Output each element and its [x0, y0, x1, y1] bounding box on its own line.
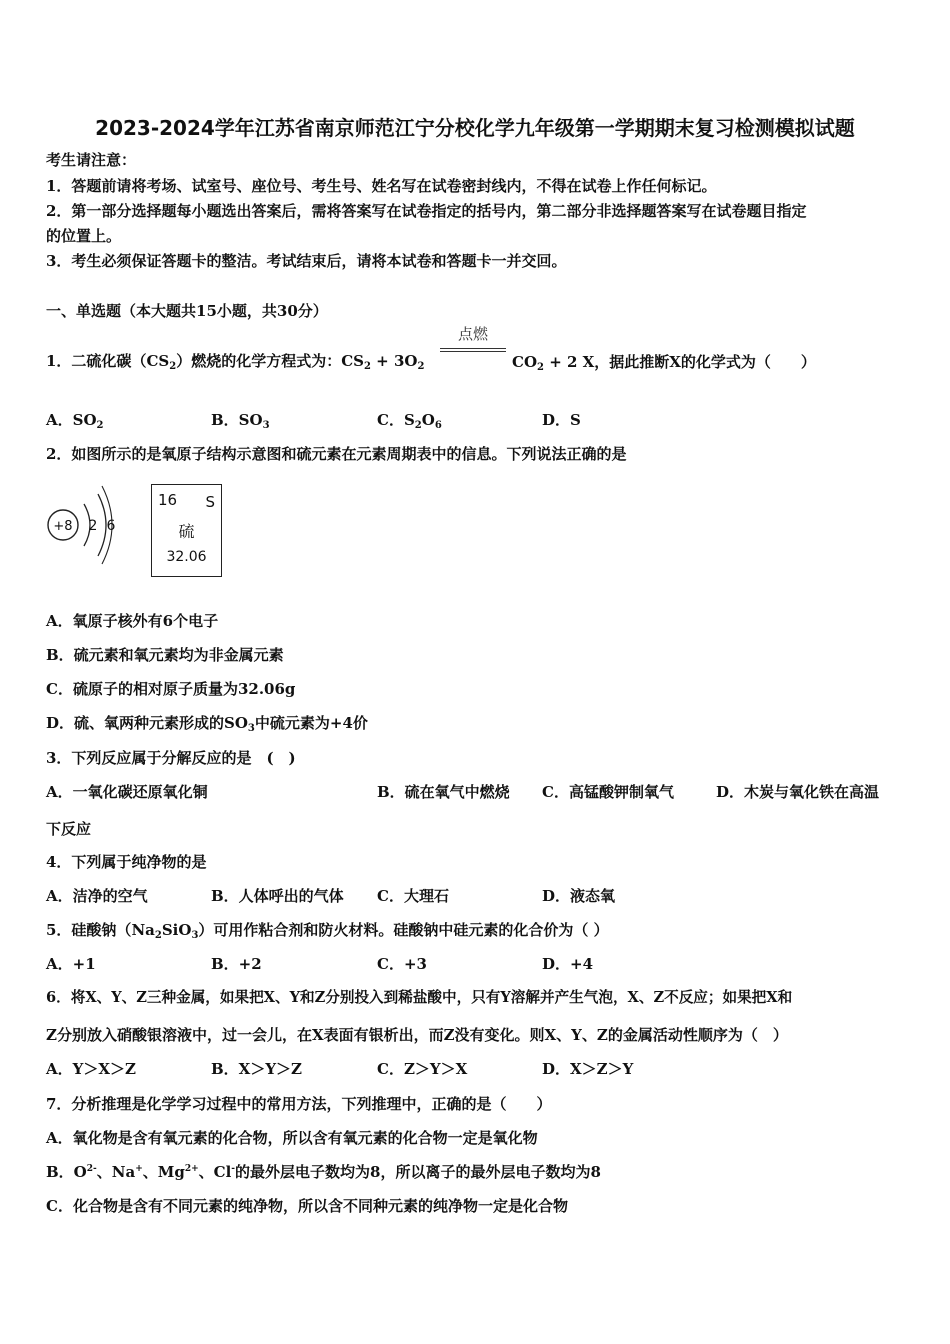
- page-title: 2023-2024学年江苏省南京师范江宁分校化学九年级第一学期期末复习检测模拟试题: [95, 116, 855, 140]
- shell-2-electrons: 6: [106, 518, 116, 534]
- q2-option-c: C．硫原子的相对原子质量为32.06g: [46, 680, 296, 698]
- q6-option-b: B．X＞Y＞Z: [211, 1060, 302, 1078]
- q6-option-c: C．Z＞Y＞X: [377, 1060, 468, 1078]
- q6-stem-line-1: 6．将X、Y、Z三种金属，如果把X、Y和Z分别投入到稀盐酸中，只有Y溶解并产生气泡，X、Z不反应；如果把X和: [46, 989, 793, 1006]
- equation-sign-bottom: [440, 351, 506, 352]
- q3-option-d-cont: 下反应: [46, 820, 92, 838]
- q2-option-b: B．硫元素和氧元素均为非金属元素: [46, 646, 284, 664]
- q3-option-d: D．木炭与氧化铁在高温: [716, 783, 880, 801]
- notice-item-2: 2．第一部分选择题每小题选出答案后，需将答案写在试卷指定的括号内，第二部分非选择题答案写在试卷题目指定: [46, 202, 807, 220]
- q4-option-d: D．液态氧: [542, 887, 616, 905]
- notice-heading: 考生请注意：: [46, 151, 137, 169]
- section-heading: 一、单选题（本大题共15小题，共30分）: [46, 302, 328, 320]
- q2-option-d: D．硫、氧两种元素形成的$SO_3$中硫元素为+4价: [46, 714, 368, 734]
- q4-option-a: A．洁净的空气: [46, 887, 148, 905]
- q5-stem: 5．硅酸钠$(Na_2SiO_3)$可用作粘合剂和防火材料。硅酸钠中硅元素的化合价为（ ）: [46, 921, 609, 941]
- equation-sign-top: [440, 348, 506, 349]
- q5-option-a: A．+1: [46, 955, 96, 973]
- reaction-condition: 点燃: [457, 325, 488, 343]
- q6-option-a: A．Y＞X＞Z: [46, 1060, 136, 1078]
- element-symbol: S: [205, 493, 215, 511]
- notice-item-2-cont: 的位置上。: [46, 227, 122, 245]
- q7-option-b: B．$O^{2-}$、Na+、$Mg^{2+}$、Cl-的最外层电子数均为8，所以离子的最外层电子数均为8: [46, 1163, 601, 1181]
- notice-item-1: 1．答题前请将考场、试室号、座位号、考生号、姓名写在试卷密封线内，不得在试卷上作任何标记。: [46, 177, 717, 195]
- q1-stem: 1．二硫化碳$(CS_2)$燃烧的化学方程式为：$CS_2 + 3O_2$: [46, 352, 425, 372]
- q3-option-b: B．硫在氧气中燃烧: [377, 783, 510, 801]
- q1-option-a: A．$SO_2$: [46, 411, 104, 431]
- element-name: 硫: [178, 522, 195, 541]
- electron-shell-2-arc: [98, 494, 106, 556]
- q1-option-b: B．$SO_3$: [211, 411, 270, 431]
- q6-stem-line-2: Z分别放入硝酸银溶液中，过一会儿，在X表面有银析出，而Z没有变化。则X、Y、Z的金属活动性顺序为（ ）: [46, 1026, 788, 1044]
- q4-option-b: B．人体呼出的气体: [211, 887, 344, 905]
- q1-option-c: C．$S_2O_6$: [377, 411, 442, 431]
- q1-option-d: D．S: [542, 411, 581, 429]
- notice-item-3: 3．考生必须保证答题卡的整洁。考试结束后，请将本试卷和答题卡一并交回。: [46, 252, 567, 270]
- shell-1-electrons: 2: [88, 518, 98, 534]
- q3-stem: 3．下列反应属于分解反应的是 ( ): [46, 749, 296, 767]
- q4-option-c: C．大理石: [377, 887, 449, 905]
- q7-option-c: C．化合物是含有不同元素的纯净物，所以含不同种元素的纯净物一定是化合物: [46, 1197, 568, 1215]
- sulfur-element-card: [151, 484, 222, 577]
- oxygen-atom-diagram: [44, 482, 124, 568]
- q7-stem: 7．分析推理是化学学习过程中的常用方法，下列推理中，正确的是（ ）: [46, 1095, 552, 1113]
- q3-option-a: A．一氧化碳还原氧化铜: [46, 783, 208, 801]
- q7-option-a: A．氧化物是含有氧元素的化合物，所以含有氧元素的化合物一定是氧化物: [46, 1129, 538, 1147]
- q3-option-c: C．高锰酸钾制氧气: [542, 783, 674, 801]
- q4-stem: 4．下列属于纯净物的是: [46, 853, 207, 871]
- atomic-mass: 32.06: [166, 549, 207, 565]
- nucleus-charge: +8: [53, 519, 73, 534]
- q5-option-c: C．+3: [377, 955, 427, 973]
- atomic-number: 16: [158, 491, 178, 509]
- q6-option-d: D．X＞Z＞Y: [542, 1060, 634, 1078]
- q2-option-a: A．氧原子核外有6个电子: [46, 612, 219, 630]
- q5-option-d: D．+4: [542, 955, 594, 973]
- q5-option-b: B．+2: [211, 955, 262, 973]
- q1-equation-right: $CO_2 + 2$ X，据此推断X的化学式为（ ）: [512, 353, 816, 373]
- q2-stem: 2．如图所示的是氧原子结构示意图和硫元素在元素周期表中的信息。下列说法正确的是: [46, 445, 627, 463]
